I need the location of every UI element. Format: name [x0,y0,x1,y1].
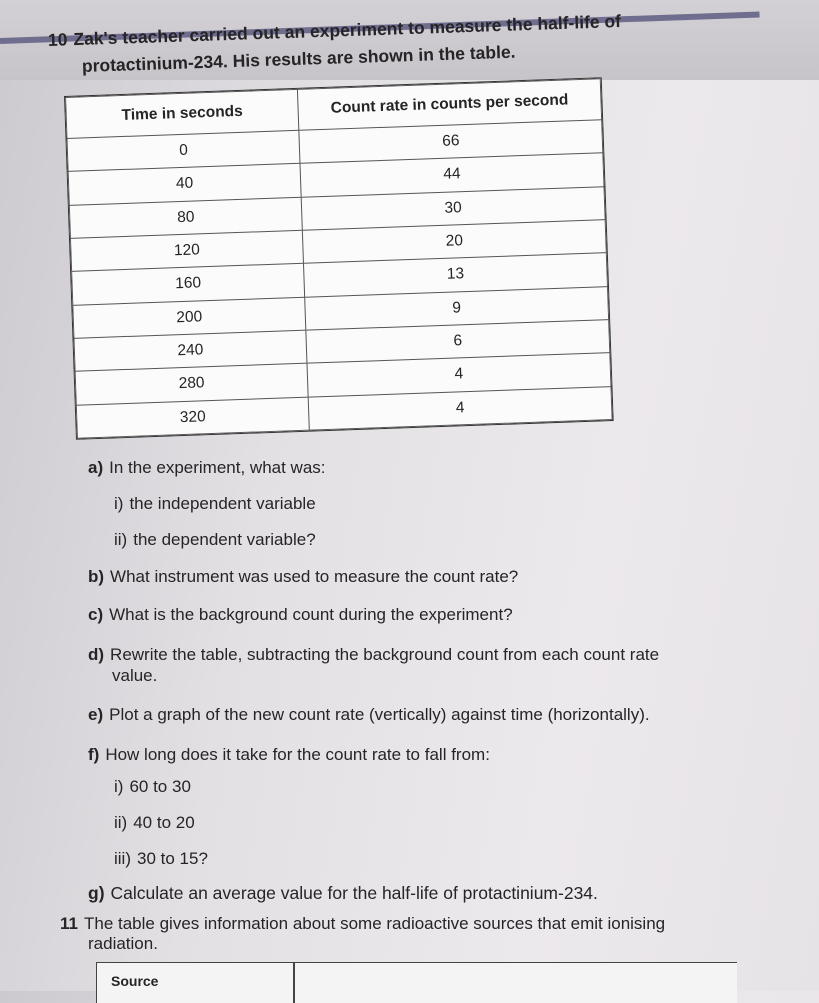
time-cell: 320 [76,397,309,438]
part-f-ii: ii) 40 to 20 [114,813,195,832]
part-a: a) In the experiment, what was: [88,458,326,477]
time-cell: 280 [75,363,308,404]
count-rate-cell: 20 [302,220,606,264]
count-rate-column-header: Count rate in counts per second [297,79,601,131]
part-g: g) Calculate an average value for the half-life of protactinium-234. [88,883,598,903]
results-table [64,77,614,440]
time-cell: 240 [74,330,307,371]
question-10-intro-line2: protactinium-234. His results are shown in the table. [81,41,516,76]
question-10-number: 10 [47,29,68,50]
time-cell: 200 [73,297,306,338]
question-11-table-partial [96,962,737,1003]
question-11-line2: radiation. [88,934,158,953]
time-cell: 120 [70,230,303,271]
count-rate-cell: 30 [301,186,605,230]
part-a-i: i) the independent variable [114,494,316,513]
count-rate-cell: 4 [307,353,611,397]
part-f-iii: iii) 30 to 15? [114,849,208,868]
count-rate-cell: 66 [299,120,603,164]
source-column-header: Source [111,973,159,989]
count-rate-cell: 4 [308,386,612,430]
part-d-continued: value. [112,666,158,685]
part-d: d) Rewrite the table, subtracting the background count from each count rate [88,645,660,664]
time-cell: 160 [72,264,305,305]
part-f: f) How long does it take for the count rate to fall from: [88,745,490,764]
part-b: b) What instrument was used to measure the count rate? [88,567,519,586]
count-rate-cell: 6 [306,320,610,364]
count-rate-cell: 9 [305,286,609,330]
count-rate-cell: 44 [300,153,604,197]
time-cell: 0 [67,130,300,171]
question-11-number: 11 [60,914,78,933]
count-rate-cell: 13 [303,253,607,297]
part-e: e) Plot a graph of the new count rate (vertically) against time (horizontally). [88,705,650,724]
time-column-header: Time in seconds [66,89,299,138]
part-f-i: i) 60 to 30 [114,777,191,796]
time-cell: 80 [69,197,302,238]
question-10-intro-line1: 10 Zak's teacher carried out an experiment to measure the half-life of [47,10,622,50]
part-c: c) What is the background count during the experiment? [88,605,513,624]
part-a-ii: ii) the dependent variable? [114,530,316,549]
table-column-divider [293,963,295,1003]
time-cell: 40 [68,164,301,205]
question-11-line1: 11 The table gives information about some radioactive sources that emit ionising [60,914,666,933]
